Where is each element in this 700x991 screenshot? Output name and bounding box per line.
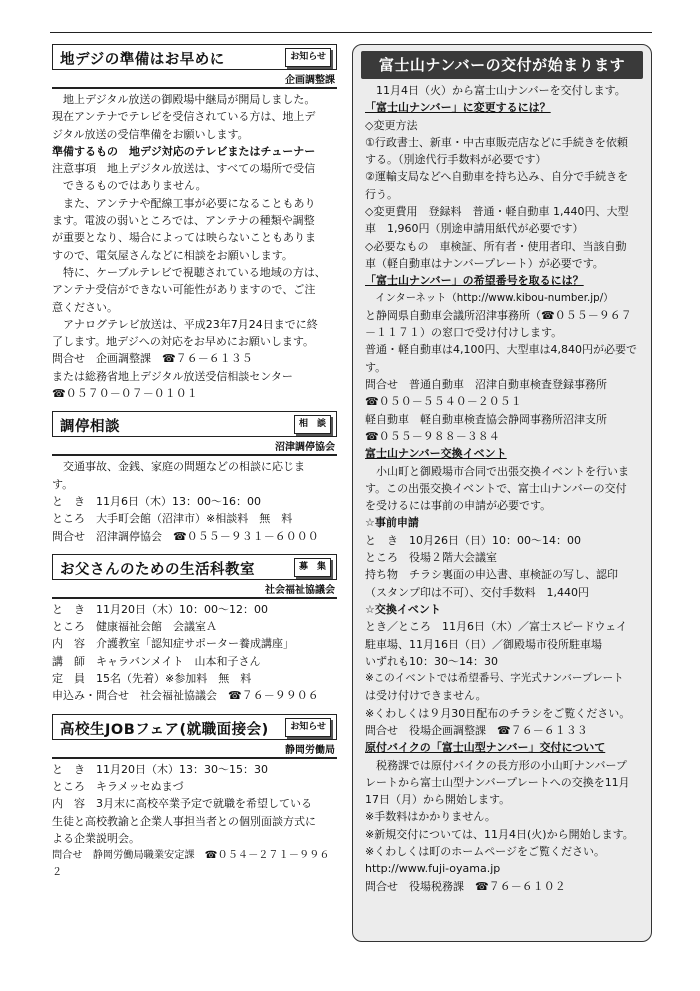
body-line: 持ち物 チラシ裏面の申込書、車検証の写し、認印 (365, 568, 618, 582)
body-line: いずれも10：30～14：30 (365, 654, 498, 668)
contact-line: 問合せ 役場企画調整課 ☎７６－６１３３ (365, 723, 588, 737)
department-label: 企画調整課 (52, 70, 337, 89)
body-line: 内 容 介護教室「認知症サポーター養成講座」 (52, 637, 294, 651)
body-line: アナログテレビ放送は、平成23年7月24日までに終 (52, 317, 318, 331)
department-label: 静岡労働局 (52, 740, 337, 759)
body-line: ※くわしくは町のホームページをご覧ください。 (365, 845, 605, 859)
panel-body (353, 82, 651, 895)
body-line: と き 11月20日（木）10：00～12：00 (52, 602, 268, 616)
contact-line: または総務省地上デジタル放送受信相談センター (52, 369, 293, 383)
section-title: 調停相談 (60, 419, 120, 436)
body-line: ※手数料はかかりません。 (365, 810, 496, 824)
recruit-badge: 募 集 (294, 558, 331, 577)
body-line: 駐車場、11月16日（日）／御殿場市役所駐車場 (365, 637, 602, 651)
body-line: を受けるには事前の申請が必要です。 (365, 499, 552, 513)
body-line: よる企業説明会。 (52, 831, 140, 845)
subheading: 「富士山ナンバー」の希望番号を取るには？ (365, 274, 584, 288)
subheading: ☆交換イベント (365, 602, 441, 616)
contact-line: 問合せ 企画調整課 ☎７６－６１３５ (52, 352, 253, 366)
body-line: 車（軽自動車はナンバープレート）が必要です。 (365, 256, 604, 270)
body-line: ところ キラメッセぬまづ (52, 779, 184, 793)
body-line: ジタル放送の受信準備をお願いします。 (52, 127, 249, 141)
contact-line: 問合せ 静岡労働局職業安定課 ☎０５４－２７１－９９６２ (52, 850, 330, 879)
body-line: ①行政書士、新車・中古車販売店などに手続きを依頼 (365, 135, 628, 149)
body-line: 講 師 キャラバンメイト 山本和子さん (52, 654, 261, 668)
body-line: 意ください。 (52, 300, 118, 314)
body-line: ※新規交付については、11月4日(火)から開始します。 (365, 827, 634, 841)
contact-line: 軽自動車 軽自動車検査協会静岡事務所沼津支所 (365, 412, 607, 426)
body-line: が重要となり、場合によっては映らないこともありま (52, 231, 316, 245)
body-line: 地上デジタル放送の御殿場中継局が開局しました。 (52, 93, 316, 106)
body-line: 税務課では原付バイクの長方形の小山町ナンバープ (365, 758, 627, 772)
body-line: は受け付けできません。 (365, 689, 487, 703)
body-line: 現在アンテナでテレビを受信されている方は、地上デ (52, 110, 316, 124)
contact-line: ☎０５７０－０７－０１０１ (52, 387, 198, 401)
body-line: －１１７１）の窓口で受け付けします。 (365, 326, 563, 340)
left-column (52, 44, 337, 891)
body-line: 17日（月）から開始します。 (365, 793, 511, 807)
body-line: とき／ところ 11月6日（木）／富士スピードウェイ (365, 620, 628, 634)
body-line: と き 11月6日（木）13：00～16：00 (52, 494, 261, 508)
body-line: ところ 健康福祉会館 会議室Ａ (52, 620, 217, 634)
body-line: 11月4日（火）から富士山ナンバーを交付します。 (365, 84, 626, 97)
body-line: 準備するもの 地デジ対応のテレビまたはチューナー (52, 144, 316, 158)
notice-badge: お知らせ (285, 718, 331, 737)
section-title: お父さんのための生活科教室 (60, 561, 255, 578)
body-line: ◇必要なもの 車検証、所有者・使用者印、当該自動 (365, 239, 627, 253)
contact-line: 申込み・問合せ 社会福祉協議会 ☎７６－９９０６ (52, 689, 319, 703)
body-line: ところ 役場２階大会議室 (365, 551, 497, 565)
body-line: す。 (365, 360, 387, 374)
section-header (52, 44, 337, 70)
contact-line: ☎０５０－５５４０－２０５１ (365, 395, 522, 409)
section-title: 地デジの準備はお早めに (60, 52, 225, 68)
panel-title: 富士山ナンバーの交付が始まります (361, 51, 643, 79)
section-header (52, 411, 337, 437)
body-line: する。（別途代行手数料が必要です） (365, 153, 547, 167)
body-line: レートから富士山型ナンバープレートへの交換を11月 (365, 775, 630, 789)
section-header (52, 554, 337, 580)
body-line: 普通・軽自動車は4,100円、大型車は4,840円が必要で (365, 343, 637, 357)
contact-line: 問合せ 沼津調停協会 ☎０５５－９３１－６０００ (52, 529, 319, 543)
body-line: ②運輸支局などへ自動車を持ち込み、自分で手続きを (365, 170, 629, 184)
department-label: 沼津調停協会 (52, 437, 337, 456)
consult-badge: 相 談 (294, 415, 331, 434)
body-line: ※くわしくは９月30日配布のチラシをご覧ください。 (365, 706, 631, 720)
body-line: と き 10月26日（日）10：00～14：00 (365, 533, 581, 547)
contact-line: 問合せ 役場税務課 ☎７６－６１０２ (365, 879, 566, 893)
body-line: 特に、ケーブルテレビで視聴されている地域の方は、 (52, 265, 326, 279)
section-job-fair (52, 714, 337, 882)
body-line: 小山町と御殿場市合同で出張交換イベントを行いま (365, 464, 629, 478)
fuji-number-panel (352, 44, 652, 942)
url-line: インターネット（http://www.kibou-number.jp/） (365, 291, 614, 304)
body-line: ます。電波の弱いところでは、アンテナの種類や調整 (52, 214, 315, 228)
top-rule (50, 32, 652, 33)
body-line: と き 11月20日（木）13：30～15：30 (52, 762, 268, 776)
section-title: 高校生JOBフェア(就職面接会) (60, 721, 269, 738)
subheading: ☆事前申請 (365, 516, 419, 530)
body-line: 交通事故、金銭、家庭の問題などの相談に応じま (52, 460, 305, 474)
body-line: できるものではありません。 (52, 179, 207, 193)
body-line: ところ 大手町会館（沼津市）※相談料 無 料 (52, 512, 293, 526)
body-line: ◇変更費用 登録料 普通・軽自動車 1,440円、大型 (365, 205, 629, 219)
body-line: 了します。地デジへの対応をお早めにお願いします。 (52, 335, 315, 349)
body-line: す。 (52, 477, 74, 491)
subheading: 「富士山ナンバー」に変更するには？ (365, 101, 551, 115)
body-line: 定 員 15名（先着）※参加料 無 料 (52, 672, 252, 686)
subheading: 富士山ナンバー交換イベント (365, 447, 507, 461)
notice-badge: お知らせ (285, 48, 331, 67)
body-line: ◇変更方法 (365, 118, 418, 132)
department-label: 社会福祉協議会 (52, 580, 337, 599)
subheading: 原付バイクの「富士山型ナンバー」交付について (365, 741, 606, 755)
body-line: また、アンテナや配線工事が必要になることもあり (52, 196, 316, 210)
section-header (52, 714, 337, 740)
contact-line: 問合せ 普通自動車 沼津自動車検査登録事務所 (365, 378, 607, 392)
body-line: ※このイベントでは希望番号、字光式ナンバープレート (365, 672, 624, 685)
body-line: 注意事項 地上デジタル放送は、すべての場所で受信 (52, 162, 316, 176)
section-digital-tv (52, 44, 337, 402)
body-line: 車 1,960円（別途申請用紙代が必要です） (365, 222, 584, 236)
body-line: す。この出張交換イベントで、富士山ナンバーの交付 (365, 481, 627, 495)
contact-line: ☎０５５－９８８－３８４ (365, 429, 500, 443)
section-mediation (52, 411, 337, 544)
body-line: 行う。 (365, 187, 398, 201)
url-line: http://www.fuji-oyama.jp (365, 862, 501, 876)
body-line: と静岡県自動車会議所沼津事務所（☎０５５－９６７ (365, 308, 632, 322)
body-line: （スタンプ印は不可）、交付手数料 1,440円 (365, 585, 589, 599)
body-line: 生徒と高校教諭と企業人事担当者との個別面談方式に (52, 814, 316, 828)
body-line: 内 容 3月末に高校卒業予定で就職を希望している (52, 797, 312, 811)
body-line: すので、電気屋さんなどに相談をお願いします。 (52, 248, 293, 262)
section-fathers-class (52, 554, 337, 705)
body-line: アンテナ受信ができない可能性がありますので、ご注 (52, 283, 316, 297)
